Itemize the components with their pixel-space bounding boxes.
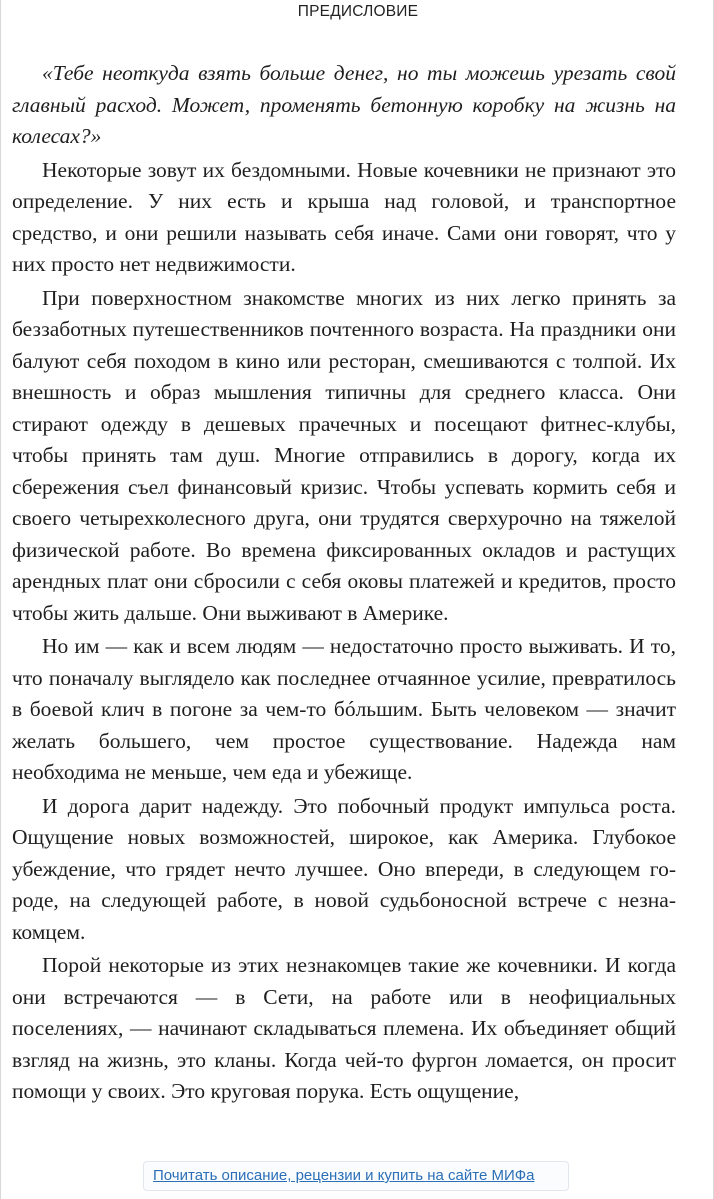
epigraph-quote: «Тебе неоткуда взять больше денег, но ты можешь урезать свой главный расход. Может, променять бетонную коробку на жизнь на колесах?» [12,61,676,148]
paragraph: Порой некоторые из этих незнакомцев такие же кочевники. И когда они встречаются — в Сети, на работе или в неофициальных поселениях, — начинают складываться племена. Их объединяет общий взгляд на жизнь, это кланы. Когда чей-то фургон ломается, он просит помощи у своих. Это круговая порука. Есть ощущение, [12,953,676,1103]
paragraph: Но им — как и всем людям — недостаточно просто выживать. И то, что поначалу выглядело как последнее отчаянное усилие, превратилось в боевой клич в погоне за чем-то бóльшим. Быть человеком — значит желать большего, чем простое существование. Надежда нам необходима не меньше, чем еда и убежище. [12,634,676,784]
paragraph: При поверхностном знакомстве многих из них легко принять за беззаботных путешественников почтенного возраста. На праздники они балуют себя походом в кино или ресторан, смешиваются с толпой. Их внешность и образ мышления типичны для среднего класса. Они стирают одежду в дешевых прачечных и посещают фитнес-клубы, чтобы принять там душ. Многие отправились в дорогу, когда их сбережения съел финансовый кризис. Чтобы успевать кормить себя и своего четырехколесного друга, они трудятся сверхурочно на тяжелой физической работе. Во времена фиксированных окладов и растущих арендных плат они сбросили с себя оковы платежей и кредитов, просто чтобы жить дальше. Они выживают в Америке. [12,285,676,625]
paragraph: И дорога дарит надежду. Это побочный продукт импульса роста. Ощущение новых возможностей, широкое, как Америка. Глубокое убеждение, что грядет нечто лучшее. Оно впереди, в следующем городе, на следующей работе, в новой судьбоносной встрече с незнакомцем. [12,793,676,944]
running-head: ПРЕДИСЛОВИЕ [297,3,419,20]
page-body-text [12,58,676,1110]
footer-bar [1,1155,714,1199]
buy-book-link[interactable]: Почитать описание, рецензии и купить на сайте МИФа [153,1167,535,1184]
paragraph: Некоторые зовут их бездомными. Новые кочевники не признают это определение. У них есть и крыша над головой, и транспортное средство, и они решили называть себя иначе. Сами они говорят, что у них просто нет недвижимости. [12,157,676,276]
